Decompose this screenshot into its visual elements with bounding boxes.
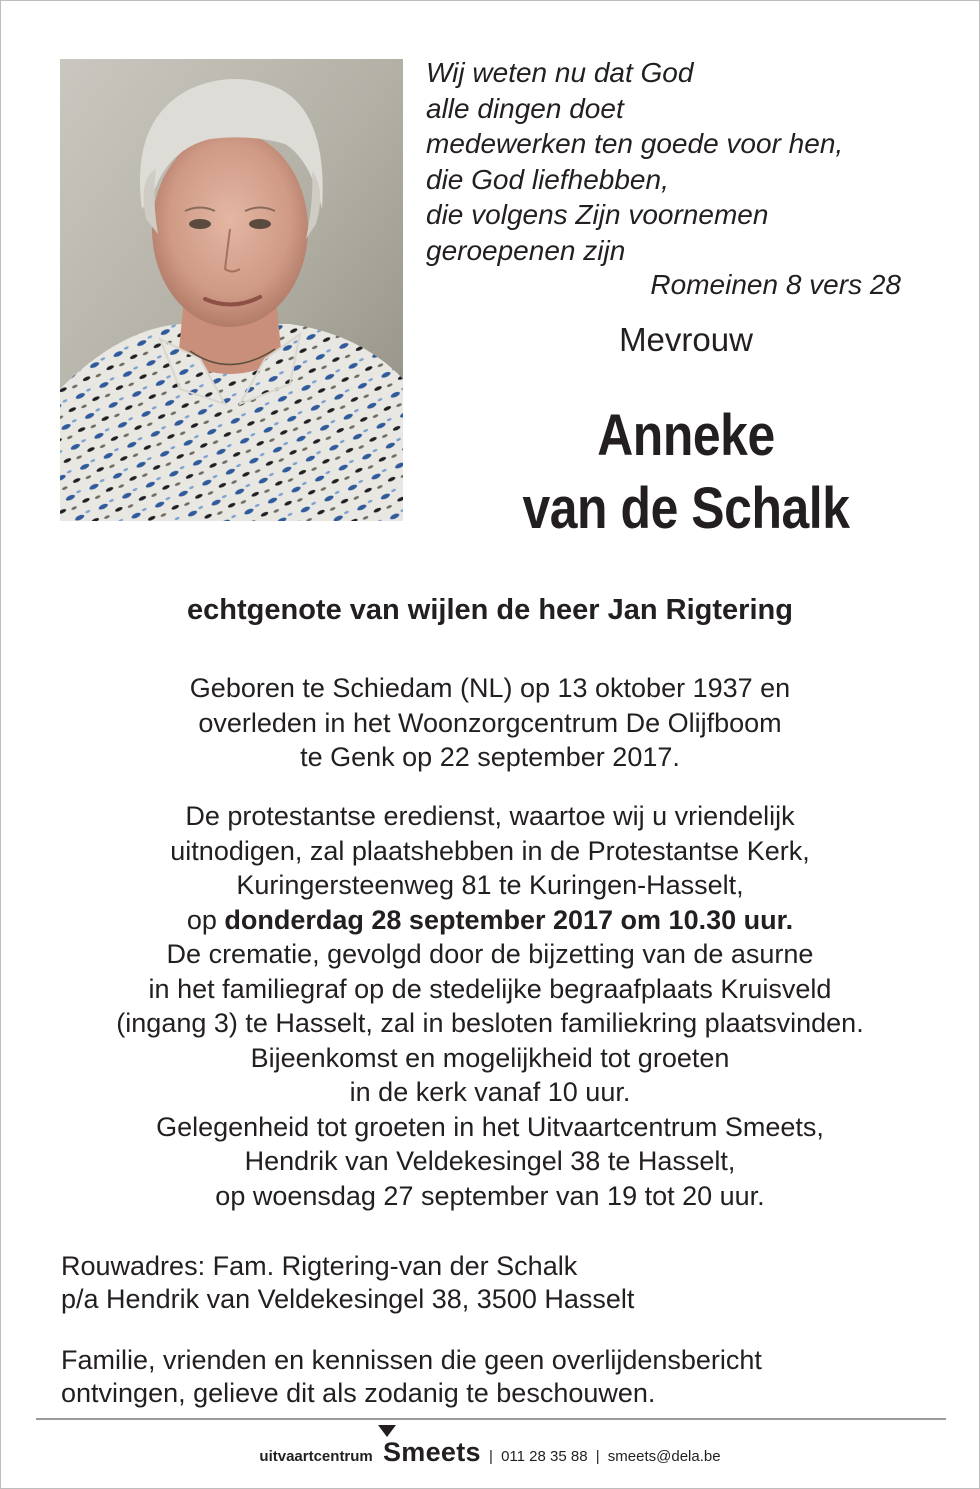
birth-line: te Genk op 22 september 2017.	[300, 742, 680, 772]
service-line: uitnodigen, zal plaatshebben in de Protestantse Kerk,	[170, 835, 810, 866]
mourning-address	[61, 1250, 941, 1316]
spouse-line: echtgenote van wijlen de heer Jan Rigtering	[187, 594, 793, 626]
service-line: in het familiegraf op de stedelijke begraafplaats Kruisveld	[148, 973, 832, 1004]
portrait-image	[60, 59, 403, 521]
service-line: Hendrik van Veldekesingel 38 te Hasselt,	[244, 1146, 736, 1176]
salutation: Mevrouw	[619, 321, 753, 358]
service-date-prefix: op	[186, 904, 225, 935]
footer-separator: |	[488, 1448, 493, 1465]
service-line: op woensdag 27 september van 19 tot 20 uur.	[215, 1180, 765, 1211]
name-last: van de Schalk	[522, 476, 850, 541]
triangle-marker-icon	[378, 1425, 396, 1437]
verse-line: die volgens Zijn voornemen	[426, 199, 769, 230]
brand-prefix: uitvaartcentrum	[259, 1448, 373, 1465]
verse-line: geroepenen zijn	[426, 234, 626, 266]
bible-verse	[426, 55, 926, 268]
name-first: Anneke	[597, 403, 775, 468]
footer-phone[interactable]: 011 28 35 88	[501, 1448, 588, 1465]
service-info	[1, 799, 979, 1213]
brand-name: Smeets	[382, 1437, 481, 1467]
birth-death-info	[1, 671, 979, 775]
verse-line: medewerken ten goede voor hen,	[426, 128, 844, 159]
footer-divider	[36, 1418, 946, 1420]
portrait-photo	[60, 59, 403, 521]
service-line: in de kerk vanaf 10 uur.	[349, 1077, 631, 1107]
verse-line: alle dingen doet	[426, 92, 624, 124]
service-line: Bijeenkomst en mogelijkheid tot groeten	[250, 1042, 730, 1073]
deceased-name	[450, 399, 923, 545]
notice-text	[61, 1344, 941, 1410]
footer-email[interactable]: smeets@dela.be	[607, 1448, 721, 1465]
address-line: Rouwadres: Fam. Rigtering-van der Schalk	[61, 1251, 578, 1281]
birth-line: overleden in het Woonzorgcentrum De Olijfboom	[198, 707, 782, 738]
verse-reference: Romeinen 8 vers 28	[650, 269, 901, 300]
service-line: De protestantse eredienst, waartoe wij u vriendelijk	[185, 801, 795, 831]
address-line: p/a Hendrik van Veldekesingel 38, 3500 Hasselt	[61, 1284, 635, 1314]
notice-line: ontvingen, gelieve dit als zodanig te beschouwen.	[61, 1378, 656, 1408]
verse-line: Wij weten nu dat God	[426, 57, 694, 88]
service-date-line	[1, 903, 979, 938]
service-line: Kuringersteenweg 81 te Kuringen-Hasselt,	[236, 870, 744, 900]
service-line: (ingang 3) te Hasselt, zal in besloten familiekring plaatsvinden.	[116, 1008, 864, 1038]
footer-separator: |	[595, 1448, 600, 1465]
service-line: De crematie, gevolgd door de bijzetting van de asurne	[166, 939, 814, 969]
verse-line: die God liefhebben,	[426, 163, 669, 195]
service-line: Gelegenheid tot groeten in het Uitvaartcentrum Smeets,	[156, 1111, 824, 1142]
birth-line: Geboren te Schiedam (NL) op 13 oktober 1937 en	[189, 673, 791, 703]
service-date: donderdag 28 september 2017 om 10.30 uur.	[224, 904, 794, 935]
notice-line: Familie, vrienden en kennissen die geen overlijdensbericht	[61, 1345, 762, 1375]
footer-funeral-home	[1, 1437, 979, 1472]
